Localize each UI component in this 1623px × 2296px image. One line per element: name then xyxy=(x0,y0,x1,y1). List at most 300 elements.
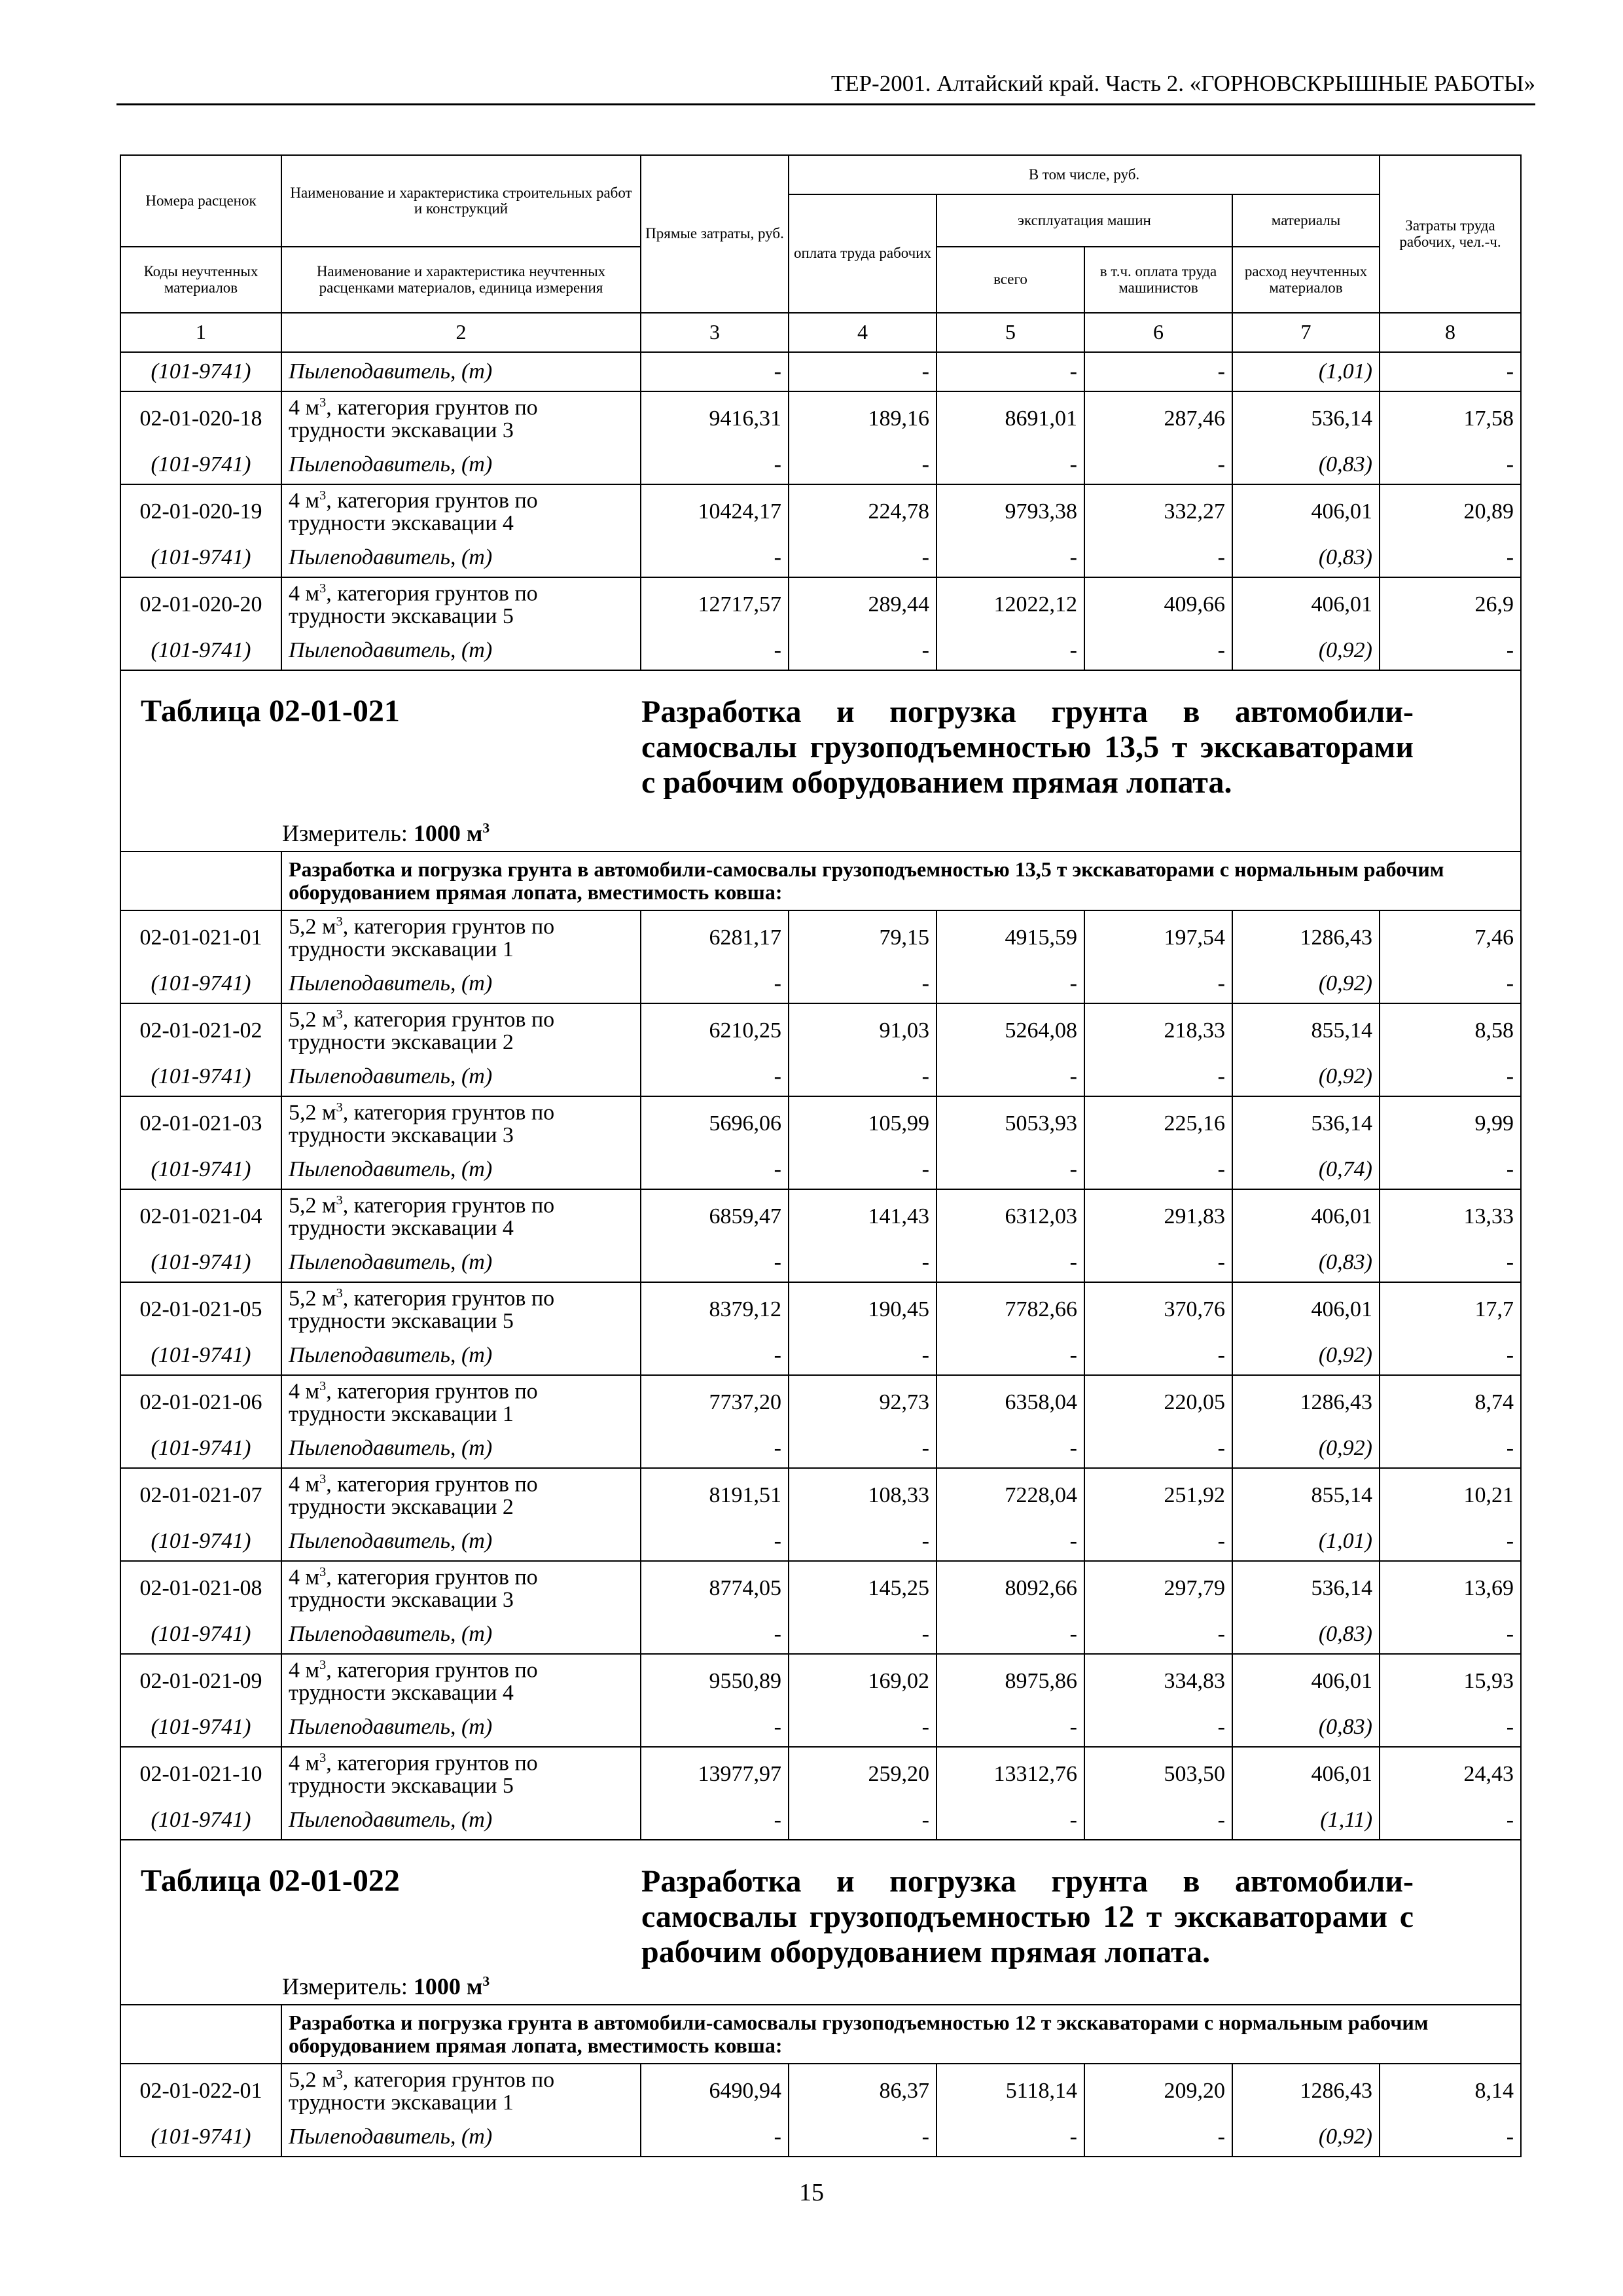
col-5-header: всего xyxy=(936,247,1084,313)
value-c6: 225,16 xyxy=(1084,1096,1232,1151)
material-name: Пылеподавитель, (т) xyxy=(281,1429,641,1468)
material-row xyxy=(120,352,1521,391)
value-c8: 15,93 xyxy=(1380,1654,1521,1708)
value-c6: 251,92 xyxy=(1084,1468,1232,1522)
superscript-3: 3 xyxy=(319,1751,327,1766)
value-c3: 8379,12 xyxy=(641,1282,789,1336)
desc-suffix: , категория грунтов по трудности экскавации 1 xyxy=(289,1379,538,1426)
desc-prefix: 5,2 м xyxy=(289,1100,336,1125)
col-number: 2 xyxy=(281,313,641,352)
dash: - xyxy=(641,1429,789,1468)
rate-code: 02-01-020-20 xyxy=(120,577,281,632)
col-2-bottom-header: Наименование и характеристика неучтенных расценками материалов, единица измерения xyxy=(281,247,641,313)
rate-code: 02-01-021-01 xyxy=(120,910,281,965)
dash: - xyxy=(641,1244,789,1282)
dash: - xyxy=(641,1151,789,1189)
material-name: Пылеподавитель, (т) xyxy=(281,1336,641,1375)
dash: - xyxy=(1084,1708,1232,1747)
col-number: 8 xyxy=(1380,313,1521,352)
col-1-top-header: Номера расценок xyxy=(120,155,281,247)
value-c8: 20,89 xyxy=(1380,484,1521,539)
material-row xyxy=(120,632,1521,670)
desc-prefix: 5,2 м xyxy=(289,1286,336,1311)
dash: - xyxy=(641,1708,789,1747)
material-consumption: (0,92) xyxy=(1232,632,1380,670)
material-row xyxy=(120,1151,1521,1189)
material-row xyxy=(120,1336,1521,1375)
material-consumption: (0,83) xyxy=(1232,446,1380,484)
value-c4: 224,78 xyxy=(789,484,936,539)
dash: - xyxy=(789,1151,936,1189)
value-c7: 406,01 xyxy=(1232,1189,1380,1244)
desc-prefix: 5,2 м xyxy=(289,1007,336,1032)
col-number: 1 xyxy=(120,313,281,352)
material-code: (101-9741) xyxy=(120,965,281,1003)
dash: - xyxy=(1084,632,1232,670)
superscript-3: 3 xyxy=(336,1100,343,1115)
dash: - xyxy=(1380,1151,1521,1189)
value-c3: 6281,17 xyxy=(641,910,789,965)
material-code: (101-9741) xyxy=(120,1615,281,1654)
superscript-3: 3 xyxy=(336,2068,343,2083)
dash: - xyxy=(641,1801,789,1840)
value-c7: 406,01 xyxy=(1232,484,1380,539)
material-row xyxy=(120,539,1521,577)
rate-code: 02-01-021-04 xyxy=(120,1189,281,1244)
value-c8: 8,14 xyxy=(1380,2064,1521,2118)
dash: - xyxy=(641,1615,789,1654)
desc-suffix: , категория грунтов по трудности экскавации 4 xyxy=(289,1193,555,1240)
dash: - xyxy=(936,352,1084,391)
value-c7: 536,14 xyxy=(1232,1096,1380,1151)
dash: - xyxy=(936,1151,1084,1189)
dash: - xyxy=(1380,632,1521,670)
unit-of-measure xyxy=(282,1973,490,2000)
unit-value: 1000 м xyxy=(413,820,483,846)
dash: - xyxy=(641,2118,789,2157)
value-c4: 108,33 xyxy=(789,1468,936,1522)
superscript-3: 3 xyxy=(336,1193,343,1208)
value-c6: 291,83 xyxy=(1084,1189,1232,1244)
value-c7: 1286,43 xyxy=(1232,1375,1380,1429)
value-c7: 536,14 xyxy=(1232,391,1380,446)
value-c3: 13977,97 xyxy=(641,1747,789,1801)
material-row xyxy=(120,2118,1521,2157)
material-row xyxy=(120,965,1521,1003)
group-title: Разработка и погрузка грунта в автомобили-самосвалы грузоподъемностью 12 т экскаваторами с нормальным рабочим оборудованием прямая лопата, вместимость ковша: xyxy=(281,2005,1521,2064)
value-c6: 220,05 xyxy=(1084,1375,1232,1429)
dash: - xyxy=(1084,446,1232,484)
material-consumption: (0,83) xyxy=(1232,1244,1380,1282)
value-c8: 13,33 xyxy=(1380,1189,1521,1244)
material-name: Пылеподавитель, (т) xyxy=(281,632,641,670)
desc-suffix: , категория грунтов по трудности экскавации 3 xyxy=(289,1100,555,1147)
rate-code: 02-01-021-09 xyxy=(120,1654,281,1708)
material-consumption: (0,92) xyxy=(1232,1058,1380,1096)
dash: - xyxy=(789,1801,936,1840)
value-c3: 8191,51 xyxy=(641,1468,789,1522)
superscript-3: 3 xyxy=(319,1379,327,1394)
rate-description xyxy=(281,1003,641,1058)
dash: - xyxy=(1084,1151,1232,1189)
rate-row xyxy=(120,1747,1521,1801)
rate-code: 02-01-021-05 xyxy=(120,1282,281,1336)
rate-row xyxy=(120,910,1521,965)
material-name: Пылеподавитель, (т) xyxy=(281,965,641,1003)
group-row xyxy=(120,852,1521,910)
desc-suffix: , категория грунтов по трудности экскавации 5 xyxy=(289,1751,538,1798)
rate-code: 02-01-021-08 xyxy=(120,1561,281,1615)
group-spacer xyxy=(120,852,281,910)
value-c3: 6210,25 xyxy=(641,1003,789,1058)
rate-description xyxy=(281,391,641,446)
dash: - xyxy=(1380,1336,1521,1375)
material-name: Пылеподавитель, (т) xyxy=(281,539,641,577)
desc-prefix: 4 м xyxy=(289,488,320,513)
dash: - xyxy=(936,632,1084,670)
material-row xyxy=(120,446,1521,484)
dash: - xyxy=(1084,1336,1232,1375)
value-c6: 370,76 xyxy=(1084,1282,1232,1336)
dash: - xyxy=(1084,965,1232,1003)
table-section-header xyxy=(120,1840,1521,2005)
dash: - xyxy=(789,539,936,577)
table-number: Таблица 02-01-021 xyxy=(141,694,400,728)
dash: - xyxy=(789,1615,936,1654)
material-code: (101-9741) xyxy=(120,1522,281,1561)
value-c8: 10,21 xyxy=(1380,1468,1521,1522)
material-consumption: (0,92) xyxy=(1232,965,1380,1003)
col-3-header: Прямые затраты, руб. xyxy=(641,155,789,313)
desc-prefix: 4 м xyxy=(289,1658,320,1683)
rate-code: 02-01-021-03 xyxy=(120,1096,281,1151)
section-inner xyxy=(121,1840,1520,2004)
dash: - xyxy=(1380,1058,1521,1096)
col-2-top-header: Наименование и характеристика строительных работ и конструкций xyxy=(281,155,641,247)
section-cell xyxy=(120,670,1521,852)
dash: - xyxy=(1084,1801,1232,1840)
value-c5: 6312,03 xyxy=(936,1189,1084,1244)
value-c4: 92,73 xyxy=(789,1375,936,1429)
value-c5: 5053,93 xyxy=(936,1096,1084,1151)
page-number: 15 xyxy=(799,2179,824,2206)
rate-code: 02-01-020-19 xyxy=(120,484,281,539)
material-consumption: (0,92) xyxy=(1232,2118,1380,2157)
value-c7: 855,14 xyxy=(1232,1003,1380,1058)
desc-prefix: 4 м xyxy=(289,1472,320,1497)
desc-prefix: 4 м xyxy=(289,581,320,606)
value-c5: 7228,04 xyxy=(936,1468,1084,1522)
machines-header: эксплуатация машин xyxy=(936,194,1232,247)
material-name: Пылеподавитель, (т) xyxy=(281,1708,641,1747)
material-name: Пылеподавитель, (т) xyxy=(281,1151,641,1189)
desc-prefix: 5,2 м xyxy=(289,1193,336,1218)
value-c5: 8975,86 xyxy=(936,1654,1084,1708)
table-header xyxy=(120,155,1521,352)
value-c7: 406,01 xyxy=(1232,577,1380,632)
col-8-header: Затраты труда рабочих, чел.-ч. xyxy=(1380,155,1521,313)
dash: - xyxy=(936,446,1084,484)
dash: - xyxy=(641,539,789,577)
material-consumption: (0,92) xyxy=(1232,1429,1380,1468)
dash: - xyxy=(1084,1522,1232,1561)
dash: - xyxy=(789,2118,936,2157)
material-name: Пылеподавитель, (т) xyxy=(281,1801,641,1840)
col-4-header: оплата труда рабочих xyxy=(789,194,936,313)
material-name: Пылеподавитель, (т) xyxy=(281,446,641,484)
desc-suffix: , категория грунтов по трудности экскавации 5 xyxy=(289,581,538,628)
unit-label: Измеритель: xyxy=(282,820,408,846)
value-c6: 297,79 xyxy=(1084,1561,1232,1615)
superscript-3: 3 xyxy=(482,1973,490,1989)
value-c8: 9,99 xyxy=(1380,1096,1521,1151)
col-number: 6 xyxy=(1084,313,1232,352)
section-cell xyxy=(120,1840,1521,2005)
material-consumption: (1,01) xyxy=(1232,352,1380,391)
superscript-3: 3 xyxy=(336,914,343,929)
material-name: Пылеподавитель, (т) xyxy=(281,1522,641,1561)
desc-suffix: , категория грунтов по трудности экскавации 3 xyxy=(289,1565,538,1612)
value-c8: 17,7 xyxy=(1380,1282,1521,1336)
superscript-3: 3 xyxy=(319,1472,327,1487)
value-c5: 5264,08 xyxy=(936,1003,1084,1058)
superscript-3: 3 xyxy=(336,1007,343,1022)
value-c6: 409,66 xyxy=(1084,577,1232,632)
value-c7: 536,14 xyxy=(1232,1561,1380,1615)
dash: - xyxy=(789,446,936,484)
material-name: Пылеподавитель, (т) xyxy=(281,1615,641,1654)
col-number: 5 xyxy=(936,313,1084,352)
rate-description xyxy=(281,1375,641,1429)
dash: - xyxy=(1380,1801,1521,1840)
desc-prefix: 4 м xyxy=(289,1379,320,1404)
section-inner xyxy=(121,671,1520,851)
superscript-3: 3 xyxy=(482,820,490,836)
dash: - xyxy=(641,1058,789,1096)
running-header: ТЕР-2001. Алтайский край. Часть 2. «ГОРНОВСКРЫШНЫЕ РАБОТЫ» xyxy=(116,71,1535,105)
dash: - xyxy=(1380,352,1521,391)
rate-description xyxy=(281,484,641,539)
desc-prefix: 4 м xyxy=(289,395,320,420)
value-c5: 4915,59 xyxy=(936,910,1084,965)
value-c4: 91,03 xyxy=(789,1003,936,1058)
dash: - xyxy=(1380,1708,1521,1747)
value-c6: 287,46 xyxy=(1084,391,1232,446)
including-header: В том числе, руб. xyxy=(789,155,1380,194)
value-c8: 7,46 xyxy=(1380,910,1521,965)
dash: - xyxy=(789,1058,936,1096)
value-c5: 6358,04 xyxy=(936,1375,1084,1429)
value-c3: 5696,06 xyxy=(641,1096,789,1151)
desc-suffix: , категория грунтов по трудности экскавации 4 xyxy=(289,1658,538,1705)
dash: - xyxy=(789,352,936,391)
value-c8: 26,9 xyxy=(1380,577,1521,632)
material-row xyxy=(120,1244,1521,1282)
dash: - xyxy=(789,1708,936,1747)
desc-suffix: , категория грунтов по трудности экскавации 1 xyxy=(289,914,555,961)
material-consumption: (0,83) xyxy=(1232,1615,1380,1654)
rate-row xyxy=(120,1189,1521,1244)
value-c7: 406,01 xyxy=(1232,1747,1380,1801)
value-c8: 8,58 xyxy=(1380,1003,1521,1058)
value-c5: 5118,14 xyxy=(936,2064,1084,2118)
desc-prefix: 4 м xyxy=(289,1751,320,1776)
material-code: (101-9741) xyxy=(120,352,281,391)
unit-label: Измеритель: xyxy=(282,1973,408,2000)
desc-suffix: , категория грунтов по трудности экскавации 4 xyxy=(289,488,538,535)
rate-description xyxy=(281,1189,641,1244)
rate-description xyxy=(281,2064,641,2118)
desc-suffix: , категория грунтов по трудности экскавации 3 xyxy=(289,395,538,442)
material-code: (101-9741) xyxy=(120,446,281,484)
material-code: (101-9741) xyxy=(120,1336,281,1375)
dash: - xyxy=(1380,446,1521,484)
value-c4: 289,44 xyxy=(789,577,936,632)
value-c3: 7737,20 xyxy=(641,1375,789,1429)
material-code: (101-9741) xyxy=(120,1429,281,1468)
material-code: (101-9741) xyxy=(120,1058,281,1096)
desc-suffix: , категория грунтов по трудности экскавации 2 xyxy=(289,1007,555,1054)
dash: - xyxy=(789,1336,936,1375)
superscript-3: 3 xyxy=(319,395,327,410)
value-c5: 13312,76 xyxy=(936,1747,1084,1801)
unit-of-measure xyxy=(282,819,490,847)
value-c4: 79,15 xyxy=(789,910,936,965)
material-code: (101-9741) xyxy=(120,1708,281,1747)
material-row xyxy=(120,1801,1521,1840)
col-number: 3 xyxy=(641,313,789,352)
desc-prefix: 5,2 м xyxy=(289,2068,336,2092)
value-c3: 10424,17 xyxy=(641,484,789,539)
col-7-header: расход неучтенных материалов xyxy=(1232,247,1380,313)
material-name: Пылеподавитель, (т) xyxy=(281,1058,641,1096)
value-c8: 17,58 xyxy=(1380,391,1521,446)
rate-row xyxy=(120,2064,1521,2118)
value-c7: 1286,43 xyxy=(1232,2064,1380,2118)
unit-value: 1000 м xyxy=(413,1973,483,2000)
superscript-3: 3 xyxy=(319,488,327,503)
value-c4: 105,99 xyxy=(789,1096,936,1151)
material-code: (101-9741) xyxy=(120,539,281,577)
superscript-3: 3 xyxy=(336,1286,343,1301)
desc-suffix: , категория грунтов по трудности экскавации 1 xyxy=(289,2068,555,2115)
desc-suffix: , категория грунтов по трудности экскавации 5 xyxy=(289,1286,555,1333)
value-c3: 8774,05 xyxy=(641,1561,789,1615)
value-c4: 86,37 xyxy=(789,2064,936,2118)
dash: - xyxy=(641,446,789,484)
value-c4: 189,16 xyxy=(789,391,936,446)
superscript-3: 3 xyxy=(319,581,327,596)
value-c6: 332,27 xyxy=(1084,484,1232,539)
rate-row xyxy=(120,484,1521,539)
material-consumption: (1,11) xyxy=(1232,1801,1380,1840)
rate-description xyxy=(281,910,641,965)
rate-row xyxy=(120,1096,1521,1151)
rate-description xyxy=(281,1561,641,1615)
value-c8: 24,43 xyxy=(1380,1747,1521,1801)
dash: - xyxy=(1084,1429,1232,1468)
dash: - xyxy=(789,1522,936,1561)
rate-description xyxy=(281,1747,641,1801)
dash: - xyxy=(1084,2118,1232,2157)
dash: - xyxy=(1084,352,1232,391)
superscript-3: 3 xyxy=(319,1658,327,1673)
material-consumption: (0,74) xyxy=(1232,1151,1380,1189)
rate-code: 02-01-020-18 xyxy=(120,391,281,446)
dash: - xyxy=(789,1244,936,1282)
col-1-bottom-header: Коды неучтенных материалов xyxy=(120,247,281,313)
material-row xyxy=(120,1058,1521,1096)
rate-row xyxy=(120,1561,1521,1615)
material-code: (101-9741) xyxy=(120,1151,281,1189)
group-spacer xyxy=(120,2005,281,2064)
value-c8: 8,74 xyxy=(1380,1375,1521,1429)
rate-description xyxy=(281,1468,641,1522)
group-row xyxy=(120,2005,1521,2064)
desc-prefix: 4 м xyxy=(289,1565,320,1590)
value-c3: 12717,57 xyxy=(641,577,789,632)
dash: - xyxy=(641,1522,789,1561)
dash: - xyxy=(1084,539,1232,577)
material-row xyxy=(120,1615,1521,1654)
rate-row xyxy=(120,1003,1521,1058)
dash: - xyxy=(1084,1058,1232,1096)
material-row xyxy=(120,1522,1521,1561)
table-title: Разработка и погрузка грунта в автомобили-самосвалы грузоподъемностью 13,5 т экскаваторами с рабочим оборудованием прямая лопата. xyxy=(641,694,1414,800)
group-title: Разработка и погрузка грунта в автомобили-самосвалы грузоподъемностью 13,5 т экскаваторами с нормальным рабочим оборудованием прямая лопата, вместимость ковша: xyxy=(281,852,1521,910)
material-code: (101-9741) xyxy=(120,1244,281,1282)
dash: - xyxy=(936,539,1084,577)
value-c5: 9793,38 xyxy=(936,484,1084,539)
value-c3: 6490,94 xyxy=(641,2064,789,2118)
value-c6: 209,20 xyxy=(1084,2064,1232,2118)
value-c3: 6859,47 xyxy=(641,1189,789,1244)
value-c5: 12022,12 xyxy=(936,577,1084,632)
dash: - xyxy=(1380,1244,1521,1282)
dash: - xyxy=(936,1244,1084,1282)
dash: - xyxy=(1380,2118,1521,2157)
dash: - xyxy=(641,1336,789,1375)
table-section-header xyxy=(120,670,1521,852)
dash: - xyxy=(936,1058,1084,1096)
value-c7: 855,14 xyxy=(1232,1468,1380,1522)
rate-description xyxy=(281,1282,641,1336)
material-name: Пылеподавитель, (т) xyxy=(281,352,641,391)
col-number: 4 xyxy=(789,313,936,352)
value-c6: 197,54 xyxy=(1084,910,1232,965)
dash: - xyxy=(1380,539,1521,577)
rate-row xyxy=(120,1654,1521,1708)
table-number: Таблица 02-01-022 xyxy=(141,1863,400,1898)
material-consumption: (0,92) xyxy=(1232,1336,1380,1375)
dash: - xyxy=(641,632,789,670)
dash: - xyxy=(936,2118,1084,2157)
rate-code: 02-01-021-02 xyxy=(120,1003,281,1058)
table-body xyxy=(120,352,1521,2157)
material-consumption: (1,01) xyxy=(1232,1522,1380,1561)
value-c4: 169,02 xyxy=(789,1654,936,1708)
rate-row xyxy=(120,1468,1521,1522)
rate-code: 02-01-022-01 xyxy=(120,2064,281,2118)
dash: - xyxy=(936,1429,1084,1468)
value-c4: 141,43 xyxy=(789,1189,936,1244)
rate-description xyxy=(281,577,641,632)
dash: - xyxy=(641,965,789,1003)
dash: - xyxy=(1084,1244,1232,1282)
value-c4: 190,45 xyxy=(789,1282,936,1336)
value-c6: 218,33 xyxy=(1084,1003,1232,1058)
rates-table xyxy=(120,154,1522,2157)
